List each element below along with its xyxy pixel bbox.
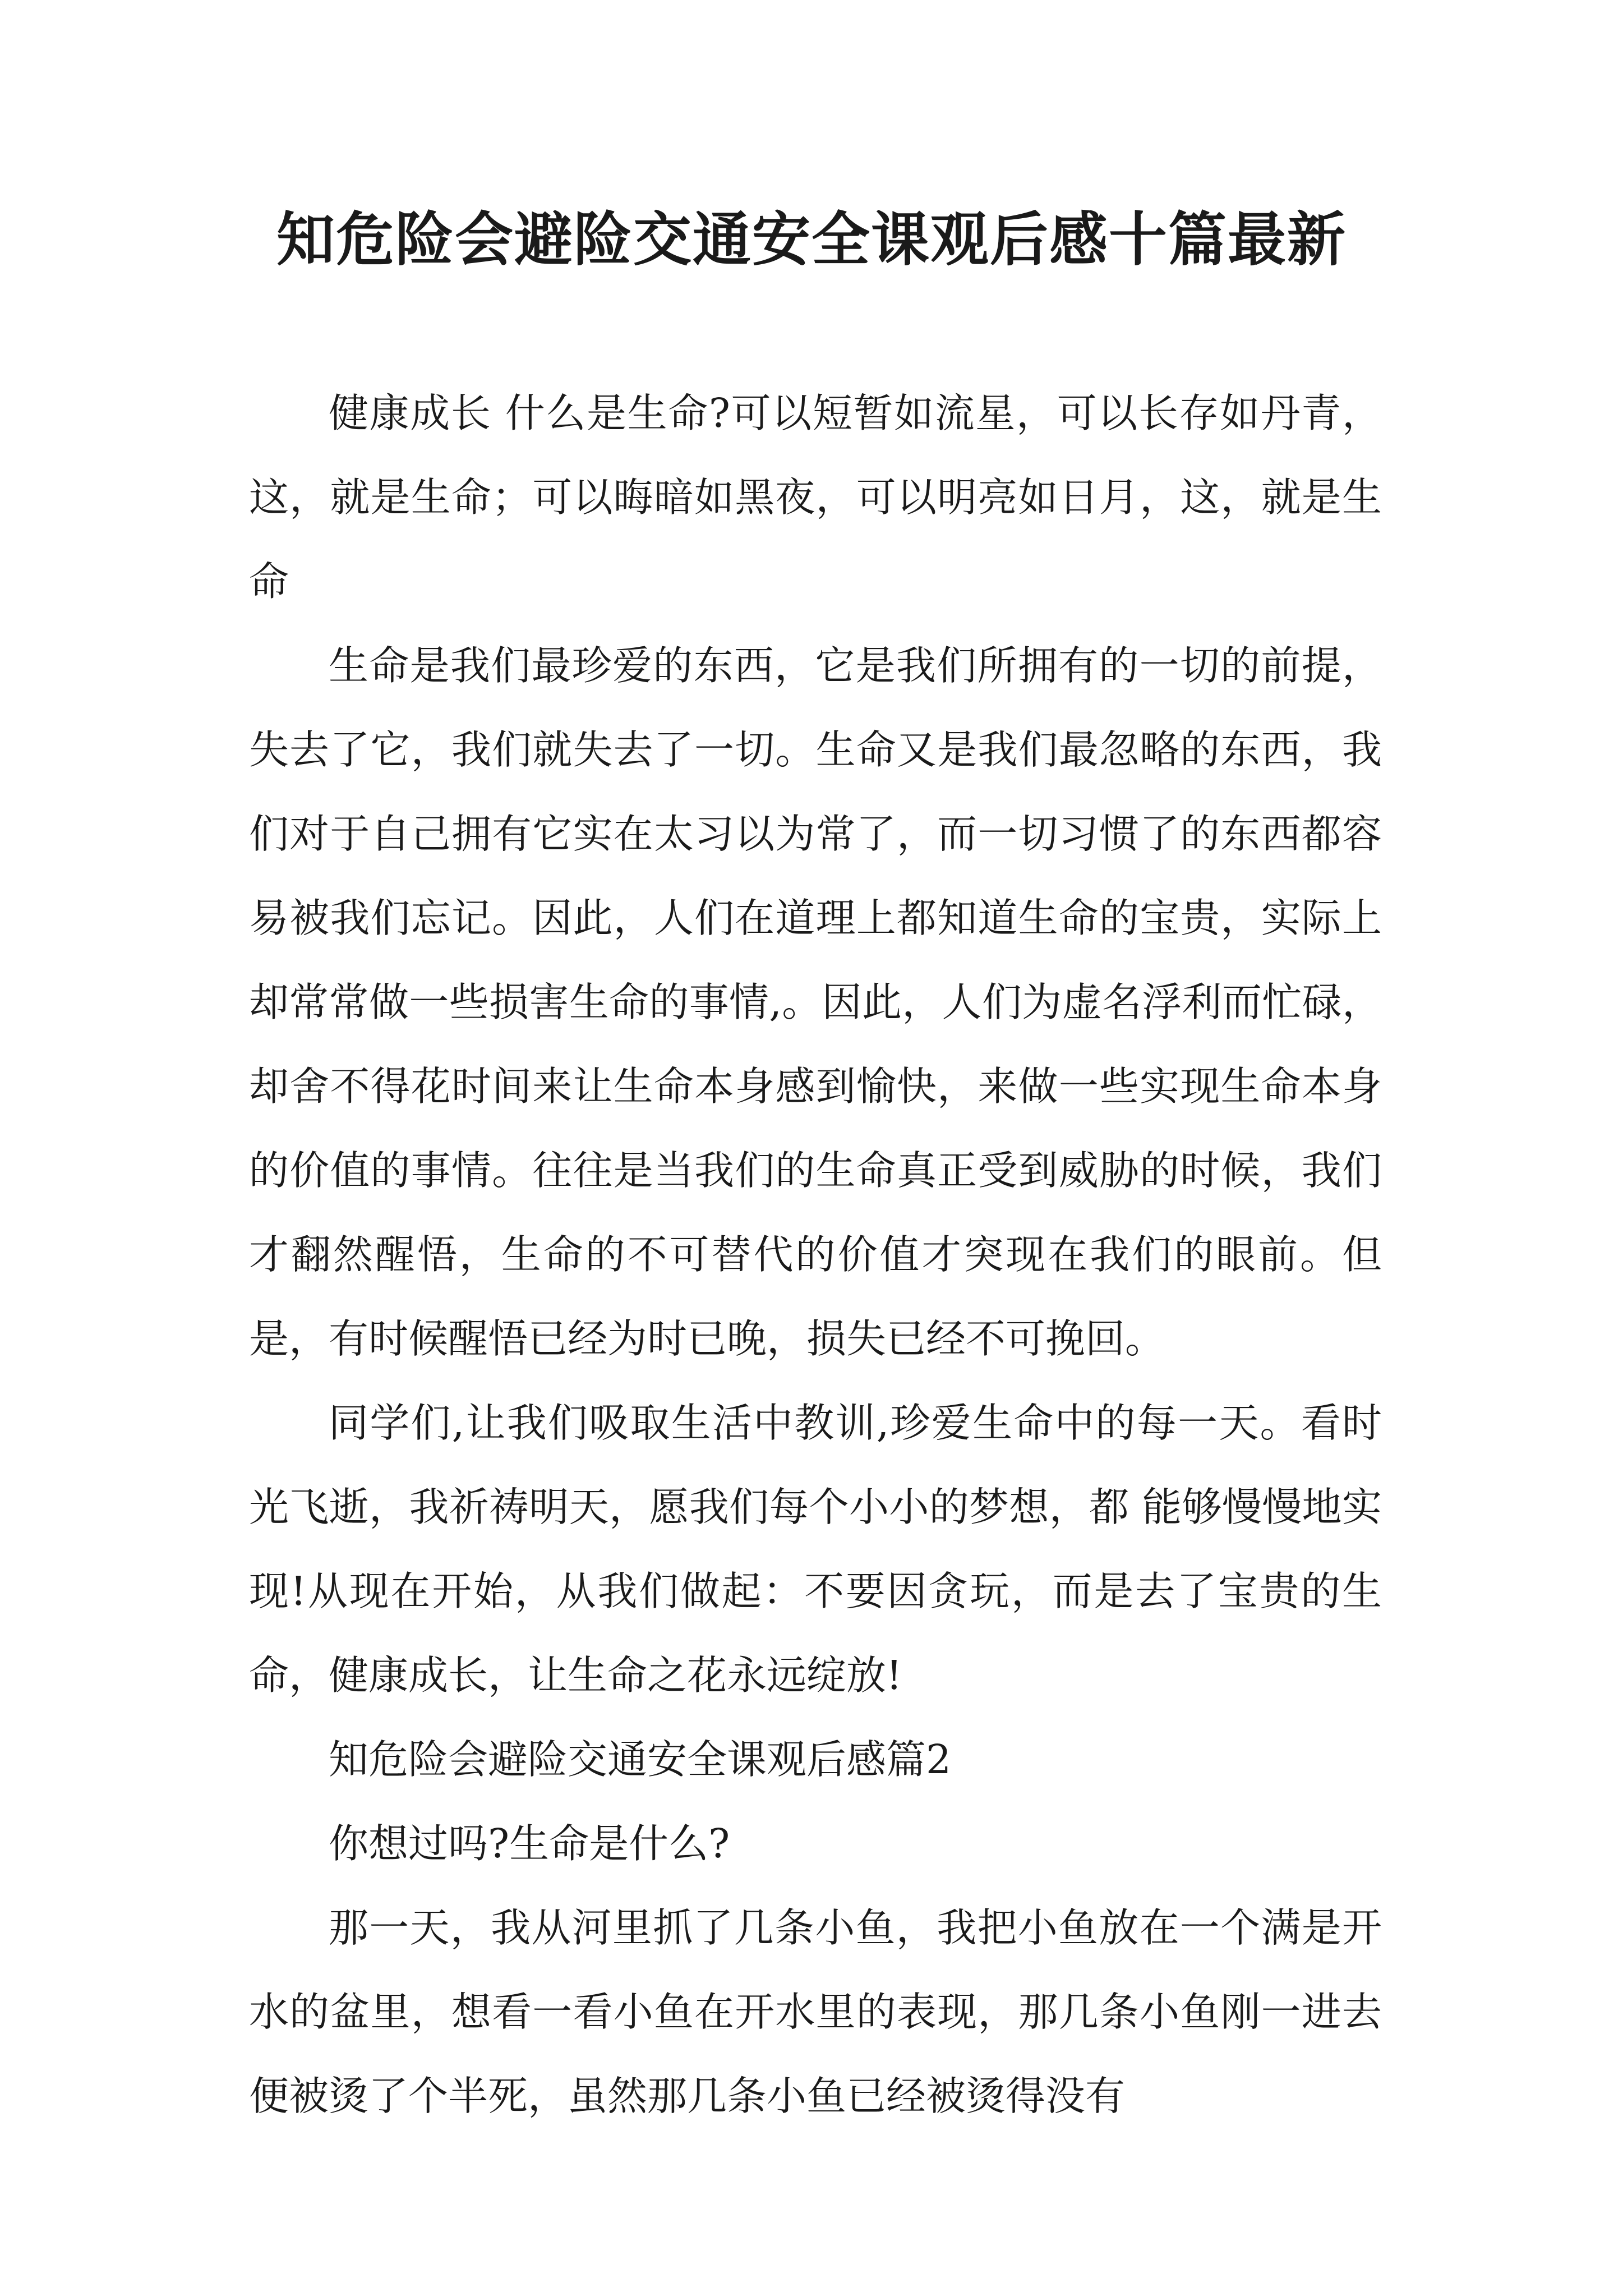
paragraph: 健康成长 什么是生命?可以短暂如流星，可以长存如丹青，这，就是生命；可以晦暗如黑夜，可以明亮如日月，这，就是生命 — [249, 390, 1382, 605]
document-title: 知危险会避险交通安全课观后感十篇最新 — [276, 205, 1347, 274]
paragraph: 你想过吗?生命是什么? — [329, 1820, 730, 1867]
section-heading: 知危险会避险交通安全课观后感篇2 — [329, 1736, 952, 1783]
paragraph: 生命是我们最珍爱的东西，它是我们所拥有的一切的前提，失去了它，我们就失去了一切。生命又是我们最忽略的东西，我们对于自己拥有它实在太习以为常了，而一切习惯了的东西都容易被我们忘记。因此，人们在道理上都知道生命的宝贵，实际上却常常做一些损害生命的事情,。因此，人们为虚名浮利而忙碌，却舍不得花时间来让生命本身感到愉快，来做一些实现生命本身的价值的事情。往往是当我们的生命真正受到威胁的时候，我们才翻然醒悟，生命的不可替代的价值才突现在我们的眼前。但是，有时候醒悟已经为时已晚，损失已经不可挽回。 — [249, 642, 1382, 1362]
document-body — [249, 371, 1382, 2138]
paragraph: 那一天，我从河里抓了几条小鱼，我把小鱼放在一个满是开水的盆里，想看一看小鱼在开水里的表现，那几条小鱼刚一进去便被烫了个半死，虽然那几条小鱼已经被烫得没有 — [249, 1904, 1382, 2119]
paragraph: 同学们,让我们吸取生活中教训,珍爱生命中的每一天。看时光飞逝，我祈祷明天，愿我们每个小小的梦想，都 能够慢慢地实现!从现在开始，从我们做起：不要因贪玩，而是去了宝贵的生命，健康成长，让生命之花永远绽放! — [249, 1400, 1382, 1699]
